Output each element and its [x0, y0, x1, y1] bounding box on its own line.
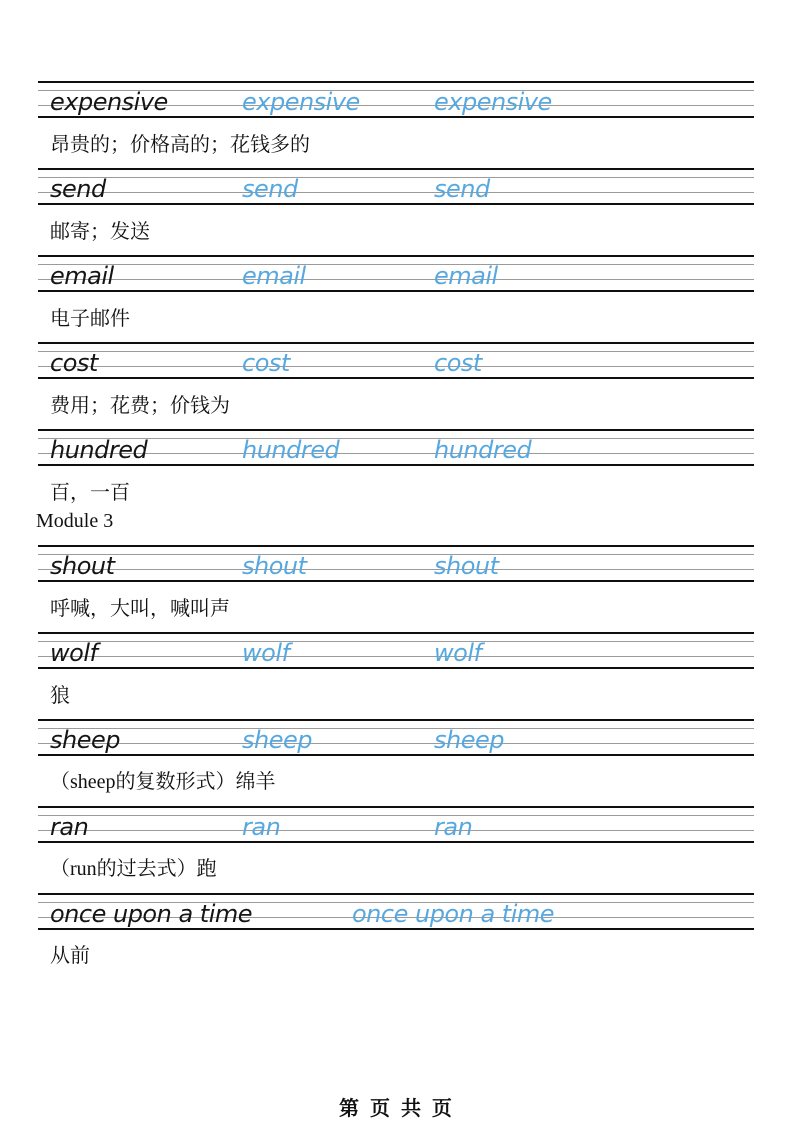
trace-copy: hundred: [242, 436, 340, 464]
handwriting-grid: [38, 806, 754, 843]
word-label: shout: [50, 552, 115, 580]
word-label: ran: [50, 813, 89, 841]
translation-text: 百，一百: [50, 482, 130, 504]
trace-copy: shout: [242, 552, 307, 580]
trace-copy: send: [434, 175, 490, 203]
trace-copy: hundred: [434, 436, 532, 464]
translation-text: 电子邮件: [50, 308, 130, 330]
translation-text: 费用；花费；价钱为: [50, 395, 230, 417]
word-label: hundred: [50, 436, 148, 464]
trace-copy: ran: [242, 813, 281, 841]
guide-line: [38, 728, 754, 729]
trace-copy: expensive: [242, 88, 360, 116]
translation-text: 狼: [50, 685, 70, 707]
handwriting-grid: [38, 429, 754, 466]
word-label: email: [50, 262, 114, 290]
word-label: wolf: [50, 639, 98, 667]
translation-text: （sheep的复数形式）绵羊: [50, 771, 276, 793]
guide-line: [38, 569, 754, 570]
trace-copy: wolf: [434, 639, 482, 667]
guide-line: [38, 641, 754, 642]
handwriting-grid: [38, 632, 754, 669]
guide-line: [38, 830, 754, 831]
word-label: sheep: [50, 726, 120, 754]
translation-text: 邮寄；发送: [50, 221, 150, 243]
trace-copy: sheep: [434, 726, 504, 754]
trace-copy: sheep: [242, 726, 312, 754]
trace-copy: shout: [434, 552, 499, 580]
translation-text: 从前: [50, 945, 90, 967]
translation-text: 呼喊，大叫，喊叫声: [50, 598, 230, 620]
trace-copy: ran: [434, 813, 473, 841]
handwriting-grid: [38, 81, 754, 118]
trace-copy: cost: [242, 349, 290, 377]
handwriting-grid: [38, 342, 754, 379]
trace-copy: email: [434, 262, 498, 290]
handwriting-grid: [38, 168, 754, 205]
guide-line: [38, 264, 754, 265]
handwriting-grid: [38, 893, 754, 930]
guide-line: [38, 192, 754, 193]
word-label: cost: [50, 349, 98, 377]
word-label: once upon a time: [50, 900, 253, 928]
translation-text: 昂贵的；价格高的；花钱多的: [50, 134, 310, 156]
guide-line: [38, 743, 754, 744]
module-section-label: Module 3: [36, 510, 114, 532]
footer-page-label: 第 页 共 页: [339, 1096, 454, 1120]
guide-line: [38, 351, 754, 352]
guide-line: [38, 554, 754, 555]
guide-line: [38, 656, 754, 657]
trace-copy: send: [242, 175, 298, 203]
word-label: send: [50, 175, 106, 203]
handwriting-grid: [38, 719, 754, 756]
word-label: expensive: [50, 88, 168, 116]
guide-line: [38, 815, 754, 816]
trace-copy: email: [242, 262, 306, 290]
guide-line: [38, 366, 754, 367]
guide-line: [38, 279, 754, 280]
guide-line: [38, 177, 754, 178]
trace-copy: expensive: [434, 88, 552, 116]
trace-copy: cost: [434, 349, 482, 377]
trace-copy: wolf: [242, 639, 290, 667]
handwriting-grid: [38, 545, 754, 582]
handwriting-grid: [38, 255, 754, 292]
translation-text: （run的过去式）跑: [50, 858, 217, 880]
trace-copy: once upon a time: [352, 900, 555, 928]
